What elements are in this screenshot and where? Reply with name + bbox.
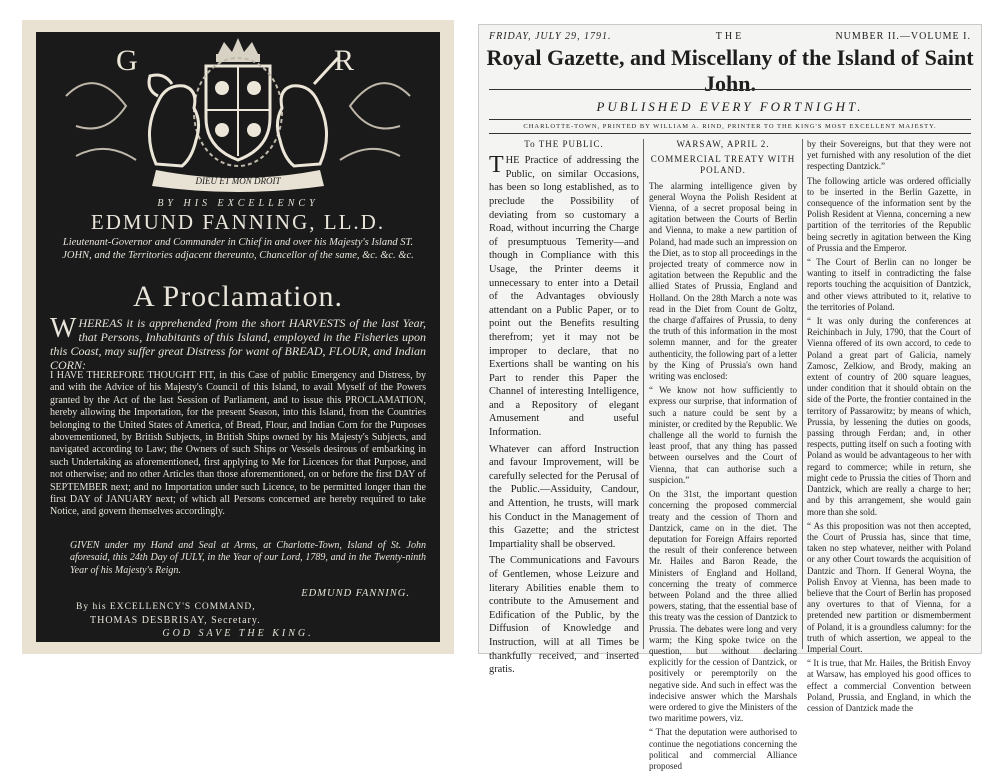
column-divider-1 <box>643 139 644 649</box>
warsaw-paragraph-4: “ That the deputation were authorised to continue the negotiations concerning the political and commercial Alliance proposed <box>649 727 797 771</box>
signature: EDMUND FANNING. <box>301 588 410 599</box>
to-the-public-heading: To THE PUBLIC. <box>524 139 604 149</box>
whereas-paragraph <box>50 313 426 372</box>
public-paragraph-1-text: HE Practice of addressing the Public, on similar Occasions, has been so long established, as to preclude the Possibility of deviating from so customary a Road, without incurring the Charge of presumptuous Temerity—and though in Compliance with this Usage, the Printer deems it unnecessary to enter into a Detail of the Advantages obviously attendant on a Public Paper, or to point out the Benefits resulting therefrom; yet it may not be improper to declare, that no Exertions shall be wanting on his Part to render this Paper the Channel of interesting Intelligence, and a Repository of elegant Amusement and useful Information. <box>489 155 639 439</box>
warsaw-paragraph-2: “ We know not how sufficiently to express our surprise, that information of such a nature could be sent by a minister, or credited by the Republic. We challenge all the world to furnish the least proof, that any thing has passed between ourselves and the Court of Vienna, that can authorise such a suspicion.” <box>649 385 797 485</box>
issue-date: FRIDAY, JULY 29, 1791. <box>489 31 612 42</box>
governor-office: Lieutenant-Governor and Commander in Chief in and over his Majesty's Island ST. JOHN, and the Territories adjacent thereunto, Chancellor of the same, &c. &c. &c. <box>62 237 414 261</box>
whereas-text: HEREAS it is apprehended from the short HARVESTS of the last Year, that Persons, Inhabitants of this Island, employed in the Fisheries upon this Coast, may suffer great Distress for want of BREAD, FLOUR, and Indian CORN: <box>50 316 426 372</box>
berlin-paragraph-5: “ As this proposition was not then accepted, the Court of Prussia has, since that time, taken no step whatever, neither with Poland or any other Court towards the acquisition of Dantzic and Thorn. If General Woyna, the Polish Envoy at Vienna, has been made to believe that the Court of Berlin has proposed any overtures to that of Vienna, for a pretended new partition or dismemberment of Poland, it is a groundless calumny: for the truth of which assertion, we appeal to the Imperial Court. <box>807 520 971 654</box>
column-berlin-article <box>807 139 971 717</box>
berlin-paragraph-2: The following article was ordered officially to be inserted in the Berlin Gazette, in consequence of the information sent by the Polish Resident at Vienna, concerning a new partition of the territories of the Republic being secretly in agitation between the King of Prussia and the Emperor. <box>807 175 971 253</box>
berlin-paragraph-4: “ It was only during the conferences at Reichinbach in July, 1790, that the Court of Vienna offered of its own accord, to cede to Poland a great part of Galicia, namely Zamosc, Zelkiow, and Brody, making an extent of country of 200 square leagues, under condition that it should obtain on the side of the Porte, the frontier contained in the territory of Passarowitz; by means of which, Prussia, by lessening the duties on goods, passing through Ferdan; and, in other respects, putting itself on such a footing with Poland as would be advantageous to her with regard to commerce; while in return, she might cede to Prussia the cities of Thorn and Dantzick, which are really a charge to her; and by this arrangement, she would gain more than she sold. <box>807 316 971 517</box>
masthead-rule-bottom <box>489 133 971 134</box>
whereas-drop-cap: W <box>50 313 77 344</box>
issue-number: NUMBER II.—VOLUME I. <box>835 31 971 42</box>
coat-of-arms-icon <box>46 36 430 194</box>
gazette-document <box>478 24 982 771</box>
by-his-excellency-line: BY HIS EXCELLENCY <box>157 198 319 209</box>
governor-name: EDMUND FANNING, LL.D. <box>90 210 386 234</box>
berlin-paragraph-3: “ The Court of Berlin can no longer be wanting to itself in contradicting the false reports touching the acquisition of Dantzick, and other views attributed to it, relative to the territories of Poland. <box>807 257 971 312</box>
public-paragraph-2: Whatever can afford Instruction and favour Improvement, will be carefully selected for the Perusal of the Public.—Assiduity, Candour, and Attention, he trusts, will mark his Conduct in the Management of this Gazette; and the strictest Impartiality shall be observed. <box>489 443 639 550</box>
column-warsaw-treaty <box>649 139 797 775</box>
published-every-fortnight: PUBLISHED EVERY FORTNIGHT. <box>596 99 864 114</box>
masthead-rule-mid <box>489 119 971 120</box>
secretary-line: THOMAS DESBRISAY, Secretary. <box>90 615 261 626</box>
masthead-top-line <box>489 31 971 42</box>
proclamation-body: I HAVE THEREFORE THOUGHT FIT, in this Case of public Emergency and Distress, by and with the Advice of his Majesty's Council of this Island, to avail Myself of the Powers granted by the Act of the last Session of Parliament, and to issue this PROCLAMATION, hereby allowing the Importation, for the present Season, into this Island, from the Countries belonging to the United States of America, of Bread, Flour, and Indian Corn for the Purposes abovementioned, by British Subjects, in British Ships owned by his Majesty's Subjects, and navigated according to Law; the Owners of such Ships or Vessels desirous of embarking in such Undertaking as aforementioned, first applying to Me for Licences for that Purpose, and not otherwise; and no other Articles than those aforementioned, on or before the first DAY of SEPTEMBER next; and no Importation under such Licence, to be permitted longer than the first DAY of JANUARY next; of which all Persons concerned are hereby required to take Notice, and govern themselves accordingly. <box>50 370 426 518</box>
commercial-treaty-heading: COMMERCIAL TREATY WITH POLAND. <box>650 154 796 176</box>
warsaw-paragraph-1: The alarming intelligence given by general Woyna the Polish Resident at Vienna, of a secret proposal being in agitation between the Courts of Berlin and Vienna, to make a new partition of Poland, had made such an impression on the Diet, as to stop all proceedings in the projected treaty of commerce now in agitation between the Republic and the allied States of Prussia, England and Holland. On the 28th March a note was read in the Diet from Count de Goltz, the charge d'affaires of Prussia, to deny the truth of this information in the most solemn manner, and for the greater authenticity, the following part of a letter by the King of Prussia's own hand writing was enclosed: <box>649 180 797 382</box>
proclamation-title: A Proclamation. <box>133 280 343 313</box>
public-drop-cap: T <box>489 152 504 179</box>
printer-imprint: CHARLOTTE-TOWN, PRINTED BY WILLIAM A. RIND, PRINTER TO THE KING'S MOST EXCELLENT MAJESTY. <box>523 123 937 130</box>
warsaw-paragraph-3: On the 31st, the important question concerning the proposed commercial treaty and the cession of Thorn and Dantzick, came on in the diet. The deputation for Foreign Affairs reported the result of their conference between Mr. Hailes and Baron Reade, the Ministers of England and Holland, concerning the treaty of commerce between Poland and the three allied powers, stating, that the essential base of this treaty was the cession of Dantzick to Prussia. The debates were long and very warm; the King spoke twice on the question, but without declaring explicitly for the cession of Dantzick, or positively or peremptorily on the negative side. And such in effect was the indecisive answer which the Marshals were ordered to give the Ministers of the two maritime powers, viz. <box>649 489 797 724</box>
arms-initial-g: G <box>116 44 138 77</box>
proclamation-document <box>22 20 454 654</box>
warsaw-dateline: WARSAW, APRIL 2. <box>676 139 770 149</box>
proclamation-sheet <box>36 32 440 642</box>
given-under-hand: GIVEN under my Hand and Seal at Arms, at Charlotte-Town, Island of St. John aforesaid, this 24th Day of JULY, in the Year of our Lord, 1789, and in the Twenty-ninth Year of his Majesty's Reign. <box>70 540 426 576</box>
arms-motto: DIEU ET MON DROIT <box>195 176 281 186</box>
command-line: By his EXCELLENCY'S COMMAND, <box>76 602 256 612</box>
column-to-the-public <box>489 139 639 680</box>
arms-initial-r: R <box>334 44 355 77</box>
masthead-rule-top <box>489 89 971 90</box>
god-save-the-king: GOD SAVE THE KING. <box>162 628 314 639</box>
newspaper-title: Royal Gazette, and Miscellany of the Island of Saint John. <box>486 45 974 96</box>
masthead-the: THE <box>715 31 745 42</box>
column-divider-2 <box>802 139 803 649</box>
public-paragraph-1 <box>489 154 639 439</box>
berlin-paragraph-6: “ It is true, that Mr. Hailes, the British Envoy at Warsaw, has employed his good offices to effect a commercial Convention between Poland, Prussia, and England, in which the cession of Dantzick made the <box>807 658 971 713</box>
berlin-paragraph-1: by their Sovereigns, but that they were not yet furnished with any resolution of the diet respecting Dantzick.” <box>807 139 971 172</box>
public-paragraph-3: The Communications and Favours of Gentlemen, whose Leizure and literary Abilities enable them to contribute to the Amusement and Edification of the Public, by the Diffusion of Knowledge and Instruction, will at all Times be thankfully received, and inserted gratis. <box>489 555 639 676</box>
royal-arms-emblem <box>46 36 430 194</box>
